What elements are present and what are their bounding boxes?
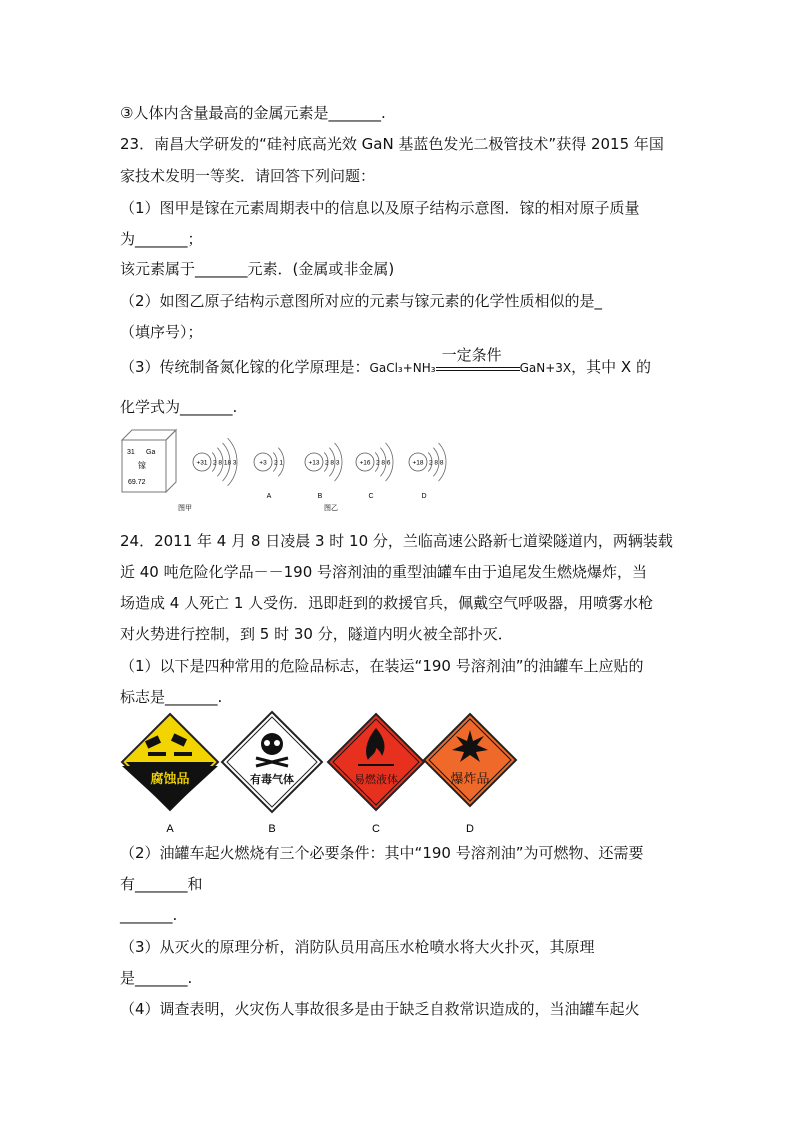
q23-part3-line2: 化学式为_______. xyxy=(120,398,238,416)
label-fig-yi: 图乙 xyxy=(324,504,338,512)
q23-equation-left: GaCl₃+NH₃ xyxy=(369,361,436,375)
q23-part2-line2: （填序号）； xyxy=(120,323,203,341)
option-label-b: B xyxy=(268,823,276,835)
q24-part3-line1: （3）从灭火的原理分析，消防队员用高压水枪喷水将大火扑灭，其原理 xyxy=(120,938,595,956)
electron-counts: 2 8 18 3 xyxy=(213,459,237,467)
option-label-a: A xyxy=(166,823,174,835)
q24-part1-line2: 标志是_______. xyxy=(120,688,223,706)
nucleus-charge: +16 xyxy=(359,459,371,467)
atomic-structure-figure xyxy=(118,422,458,517)
cell-mass: 69.72 xyxy=(128,479,146,486)
nucleus-charge: +3 xyxy=(259,459,267,467)
q23-part3-line1 xyxy=(120,346,676,379)
cell-number: 31 xyxy=(127,449,135,456)
q24-part4-line1: （4）调查表明，火灾伤人事故很多是由于缺乏自救常识造成的，当油罐车起火 xyxy=(120,1000,640,1018)
corrosive-label: 腐蚀品 xyxy=(150,772,190,787)
hazard-sign-flammable-liquid xyxy=(328,714,424,810)
electron-counts: 2 8 8 xyxy=(429,459,444,467)
atom-diagram-d xyxy=(409,443,446,500)
equation-arrow xyxy=(436,346,520,378)
q24-part2-line3: _______. xyxy=(120,906,178,924)
nucleus-charge: +31 xyxy=(196,459,208,467)
q23-part1-line2: 为_______； xyxy=(120,230,203,248)
atom-diagram-b xyxy=(305,443,342,500)
atom-diagrams xyxy=(193,438,446,500)
q23-stem-line2: 家技术发明一等奖．请回答下列问题： xyxy=(120,167,376,185)
electron-counts: 2 8 3 xyxy=(325,459,340,467)
hazard-sign-corrosive xyxy=(122,714,218,810)
q23-part1-line3: 该元素属于_______元素．(金属或非金属) xyxy=(120,260,395,278)
cell-name: 镓 xyxy=(138,461,146,470)
hazard-sign-explosive xyxy=(424,714,516,806)
label-fig-jia: 图甲 xyxy=(178,504,192,512)
atom-diagram-ga xyxy=(193,438,237,486)
q24-stem-line4: 对火势进行控制，到 5 时 30 分，隧道内明火被全部扑灭． xyxy=(120,625,513,643)
q24-stem-line3: 场造成 4 人死亡 1 人受伤．迅即赶到的救援官兵，佩戴空气呼吸器，用喷雾水枪 xyxy=(120,594,654,612)
q24-stem-line1: 24．2011 年 4 月 8 日凌晨 3 时 10 分，兰临高速公路新七道梁隧道内，两辆装载 xyxy=(120,532,673,550)
q23-part1-line1: （1）图甲是镓在元素周期表中的信息以及原子结构示意图．镓的相对原子质量 xyxy=(120,199,640,217)
option-label-c: C xyxy=(372,823,380,835)
equation-condition: 一定条件 xyxy=(441,346,502,364)
atom-diagram-c xyxy=(356,443,393,500)
equation-line-top xyxy=(436,367,520,368)
atom-option-label: B xyxy=(317,493,323,500)
toxic-gas-label: 有毒气体 xyxy=(250,773,294,786)
atom-option-label: D xyxy=(421,493,427,500)
nucleus-charge: +18 xyxy=(412,459,424,467)
explosive-label: 爆炸品 xyxy=(450,772,490,787)
electron-counts: 2 8 6 xyxy=(376,459,391,467)
q24-part2-line1: （2）油罐车起火燃烧有三个必要条件：其中“190 号溶剂油”为可燃物、还需要 xyxy=(120,844,644,862)
q22-item3: ③人体内含量最高的金属元素是_______. xyxy=(120,104,386,122)
q23-part3-prefix: （3）传统制备氮化镓的化学原理是： xyxy=(120,358,370,376)
nucleus-charge: +13 xyxy=(308,459,320,467)
q24-stem-line2: 近 40 吨危险化学品－－190 号溶剂油的重型油罐车由于追尾发生燃烧爆炸，当 xyxy=(120,563,648,581)
equation-line-bottom xyxy=(436,370,520,371)
periodic-table-cell xyxy=(122,430,176,492)
electron-counts: 2 1 xyxy=(274,459,284,467)
q24-part3-line2: 是_______. xyxy=(120,969,193,987)
hazard-sign-toxic-gas xyxy=(222,712,322,812)
hazard-signs-svg xyxy=(118,708,538,838)
cell-symbol: Ga xyxy=(146,449,156,456)
q23-part2-line1: （2）如图乙原子结构示意图所对应的元素与镓元素的化学性质相似的是_ xyxy=(120,292,603,310)
q24-part1-line1: （1）以下是四种常用的危险品标志，在装运“190 号溶剂油”的油罐车上应贴的 xyxy=(120,657,644,675)
q23-stem-line1: 23．南昌大学研发的“硅衬底高光效 GaN 基蓝色发光二极管技术”获得 2015 年国 xyxy=(120,135,664,153)
hazard-signs-figure xyxy=(118,708,538,838)
atomic-structure-svg xyxy=(118,422,458,517)
atom-diagram-a xyxy=(254,448,284,500)
q23-part3-suffix: ，其中 X 的 xyxy=(571,358,651,376)
q23-equation-right: GaN+3X xyxy=(519,361,572,375)
flammable-liquid-label: 易燃液体 xyxy=(354,773,398,786)
atom-option-label: C xyxy=(368,493,374,500)
option-label-d: D xyxy=(466,823,474,835)
q24-part2-line2: 有_______和 xyxy=(120,875,203,893)
atom-option-label: A xyxy=(266,493,272,500)
